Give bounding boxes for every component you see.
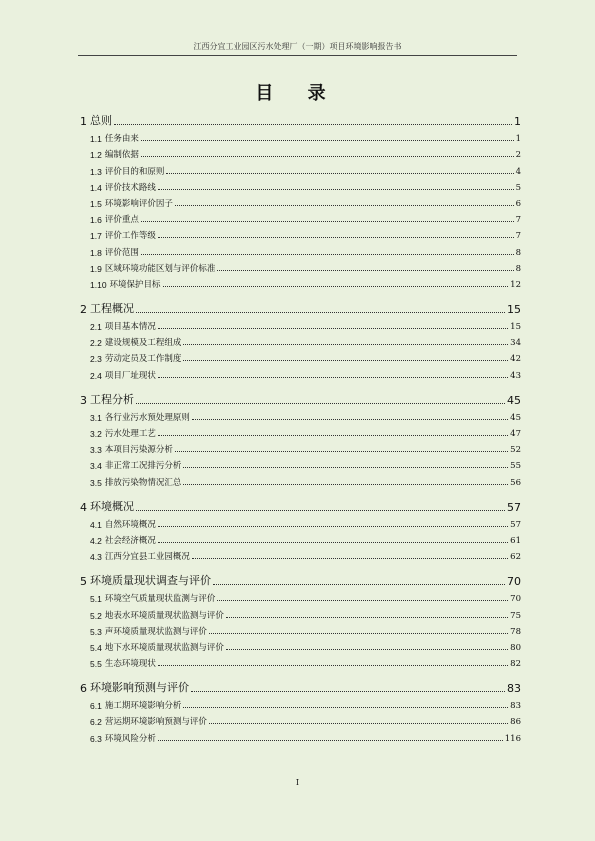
- toc-section-entry[interactable]: [80, 496, 521, 514]
- toc-entry-number: 1.9: [90, 263, 102, 274]
- toc-entry-number: 4.3: [90, 552, 102, 563]
- toc-entry-number: 1: [80, 115, 87, 128]
- toc-entry-number: 4.1: [90, 519, 102, 530]
- dot-leader: [175, 204, 514, 206]
- toc-entry-number: 5.1: [90, 594, 102, 605]
- dot-leader: [192, 418, 508, 420]
- toc-entry-number: 5: [80, 575, 87, 589]
- dot-leader: [192, 557, 508, 559]
- toc-subsection-entry[interactable]: [80, 637, 521, 653]
- toc-entry-page: 8: [515, 263, 521, 274]
- toc-entry-title: 江西分宜县工业园概况: [104, 552, 190, 563]
- toc-entry-page: 83: [510, 701, 521, 712]
- toc-subsection-entry[interactable]: [80, 455, 521, 471]
- toc-subsection-entry[interactable]: [80, 177, 521, 193]
- dot-leader: [136, 509, 505, 511]
- toc-subsection-entry[interactable]: [80, 241, 521, 257]
- toc-entry-page: 70: [510, 594, 521, 605]
- toc-entry-page: 43: [510, 370, 521, 381]
- dot-leader: [158, 739, 503, 741]
- dot-leader: [141, 139, 514, 141]
- toc-entry-number: 1.2: [90, 150, 102, 161]
- toc-entry-number: 3.5: [90, 477, 102, 488]
- toc-entry-number: 1.5: [90, 198, 102, 209]
- toc-subsection-entry[interactable]: [80, 128, 521, 144]
- toc-subsection-entry[interactable]: [80, 471, 521, 487]
- page-number: I: [295, 778, 300, 787]
- toc-entry-number: 2.3: [90, 354, 102, 365]
- toc-entry-number: 3.3: [90, 445, 102, 456]
- dot-leader: [136, 311, 505, 313]
- dot-leader: [209, 632, 508, 634]
- toc-entry-page: 86: [510, 717, 521, 728]
- toc-entry-number: 5.4: [90, 642, 102, 653]
- toc-entry-number: 4: [80, 500, 87, 514]
- toc-entry-page: 80: [510, 642, 521, 653]
- toc-entry-number: 2.2: [90, 338, 102, 349]
- toc-entry-page: 57: [510, 519, 521, 530]
- toc-entry-title: 评价重点: [104, 215, 139, 226]
- toc-subsection-entry[interactable]: [80, 604, 521, 620]
- table-of-contents: [80, 110, 521, 744]
- toc-entry-number: 1.1: [90, 134, 102, 145]
- toc-subsection-entry[interactable]: [80, 160, 521, 176]
- toc-entry-title: 地表水环境质量现状监测与评价: [104, 610, 224, 621]
- toc-entry-title: 评价技术路线: [104, 182, 156, 193]
- toc-entry-page: 7: [515, 215, 521, 226]
- dot-leader: [217, 599, 508, 601]
- toc-entry-title: 评价范围: [104, 247, 139, 258]
- dot-leader: [166, 172, 513, 174]
- toc-entry-title: 非正常工况排污分析: [104, 461, 182, 472]
- toc-subsection-entry[interactable]: [80, 274, 521, 290]
- toc-entry-title: 环境影响预测与评价: [90, 681, 189, 695]
- dot-leader: [175, 450, 508, 452]
- toc-entry-page: 8: [515, 247, 521, 258]
- toc-entry-number: 5.5: [90, 659, 102, 670]
- dot-leader: [136, 402, 505, 404]
- toc-entry-page: 34: [510, 338, 521, 349]
- dot-leader: [226, 616, 508, 618]
- toc-entry-number: 1.10: [90, 279, 107, 290]
- toc-subsection-entry[interactable]: [80, 588, 521, 604]
- toc-entry-title: 区域环境功能区划与评价标准: [104, 263, 216, 274]
- toc-entry-number: 1.7: [90, 231, 102, 242]
- toc-entry-number: 4.2: [90, 535, 102, 546]
- toc-entry-page: 5: [515, 182, 521, 193]
- toc-entry-title: 声环境质量现状监测与评价: [104, 626, 207, 637]
- toc-entry-page: 82: [510, 659, 521, 670]
- toc-entry-page: 45: [507, 393, 521, 407]
- toc-subsection-entry[interactable]: [80, 225, 521, 241]
- dot-leader: [141, 155, 514, 157]
- toc-entry-title: 任务由来: [104, 134, 139, 145]
- toc-subsection-entry[interactable]: [80, 711, 521, 727]
- toc-entry-title: 自然环境概况: [104, 519, 156, 530]
- toc-entry-title: 各行业污水预处理原则: [104, 412, 190, 423]
- toc-entry-page: 57: [507, 500, 521, 514]
- toc-entry-number: 6.2: [90, 717, 102, 728]
- dot-leader: [158, 664, 508, 666]
- dot-leader: [141, 220, 514, 222]
- toc-section-entry[interactable]: [80, 570, 521, 588]
- toc-section-entry[interactable]: [80, 677, 521, 695]
- toc-subsection-entry[interactable]: [80, 144, 521, 160]
- toc-entry-title: 排放污染物情况汇总: [104, 477, 182, 488]
- toc-entry-title: 项目基本情况: [104, 322, 156, 333]
- toc-subsection-entry[interactable]: [80, 653, 521, 669]
- dot-leader: [158, 327, 508, 329]
- dot-leader: [183, 343, 508, 345]
- toc-entry-number: 3.1: [90, 412, 102, 423]
- toc-section-entry[interactable]: [80, 389, 521, 407]
- toc-entry-page: 83: [507, 682, 521, 696]
- toc-subsection-entry[interactable]: [80, 439, 521, 455]
- toc-entry-title: 环境质量现状调查与评价: [90, 574, 211, 588]
- toc-entry-page: 75: [510, 610, 521, 621]
- toc-entry-title: 本项目污染源分析: [104, 445, 173, 456]
- dot-leader: [191, 690, 505, 692]
- dot-leader: [213, 583, 505, 585]
- toc-section-entry[interactable]: [80, 110, 521, 128]
- toc-section-entry[interactable]: [80, 298, 521, 316]
- toc-entry-number: 1.4: [90, 182, 102, 193]
- toc-entry-page: 12: [510, 279, 521, 290]
- toc-entry-title: 环境空气质量现状监测与评价: [104, 594, 216, 605]
- toc-entry-title: 评价工作等级: [104, 231, 156, 242]
- toc-subsection-entry[interactable]: [80, 332, 521, 348]
- dot-leader: [226, 648, 508, 650]
- toc-entry-page: 2: [515, 150, 521, 161]
- toc-entry-page: 70: [507, 575, 521, 589]
- toc-entry-page: 15: [507, 302, 521, 316]
- dot-leader: [183, 706, 508, 708]
- dot-leader: [158, 434, 508, 436]
- dot-leader: [183, 359, 508, 361]
- dot-leader: [163, 285, 509, 287]
- toc-entry-title: 地下水环境质量现状监测与评价: [104, 642, 224, 653]
- toc-entry-page: 6: [515, 198, 521, 209]
- toc-entry-page: 52: [510, 445, 521, 456]
- toc-entry-title: 建设规模及工程组成: [104, 338, 182, 349]
- toc-entry-page: 1: [515, 134, 521, 145]
- toc-entry-title: 项目厂址现状: [104, 370, 156, 381]
- dot-leader: [158, 525, 508, 527]
- toc-entry-title: 劳动定员及工作制度: [104, 354, 182, 365]
- toc-entry-title: 环境影响评价因子: [104, 198, 173, 209]
- dot-leader: [141, 253, 514, 255]
- toc-entry-title: 评价目的和原则: [104, 166, 165, 177]
- toc-entry-number: 1.3: [90, 166, 102, 177]
- header-rule: [78, 55, 517, 56]
- toc-entry-number: 3.2: [90, 429, 102, 439]
- toc-entry-number: 6.3: [90, 733, 102, 744]
- toc-subsection-entry[interactable]: [80, 423, 521, 439]
- toc-entry-title: 社会经济概况: [104, 535, 156, 546]
- toc-entry-page: 7: [515, 231, 521, 242]
- toc-entry-page: 15: [510, 322, 521, 333]
- toc-entry-title: 环境保护目标: [109, 279, 161, 290]
- dot-leader: [158, 236, 514, 238]
- toc-subsection-entry[interactable]: [80, 316, 521, 332]
- toc-entry-title: 工程概况: [90, 301, 134, 315]
- toc-subsection-entry[interactable]: [80, 348, 521, 364]
- dot-leader: [183, 466, 508, 468]
- toc-entry-title: 环境概况: [90, 499, 134, 513]
- toc-entry-title: 工程分析: [90, 392, 134, 406]
- dot-leader: [114, 123, 512, 125]
- toc-subsection-entry[interactable]: [80, 530, 521, 546]
- toc-subsection-entry[interactable]: [80, 727, 521, 743]
- toc-entry-page: 116: [504, 733, 521, 744]
- toc-entry-page: 62: [510, 552, 521, 563]
- toc-subsection-entry[interactable]: [80, 546, 521, 562]
- toc-entry-page: 4: [515, 166, 521, 177]
- toc-entry-title: 环境风险分析: [104, 733, 156, 744]
- toc-entry-title: 营运期环境影响预测与评价: [104, 717, 207, 728]
- toc-entry-page: 55: [510, 461, 521, 472]
- toc-entry-page: 1: [514, 115, 521, 128]
- toc-entry-number: 2.4: [90, 370, 102, 381]
- toc-entry-number: 1.8: [90, 247, 102, 258]
- toc-entry-number: 1.6: [90, 215, 102, 226]
- toc-subsection-entry[interactable]: [80, 193, 521, 209]
- toc-entry-number: 5.3: [90, 626, 102, 637]
- toc-entry-title: 施工期环境影响分析: [104, 701, 182, 712]
- toc-entry-title: 编制依据: [104, 150, 139, 161]
- toc-entry-page: 61: [510, 535, 521, 546]
- toc-entry-page: 42: [510, 354, 521, 365]
- toc-entry-title: 生态环境现状: [104, 659, 156, 670]
- dot-leader: [217, 269, 513, 271]
- toc-title: 目 录: [255, 83, 340, 104]
- toc-entry-page: 78: [510, 626, 521, 637]
- toc-entry-title: 污水处理工艺: [104, 429, 156, 439]
- toc-entry-page: 47: [510, 429, 521, 439]
- toc-entry-number: 6.1: [90, 701, 102, 712]
- dot-leader: [158, 188, 514, 190]
- toc-subsection-entry[interactable]: [80, 514, 521, 530]
- dot-leader: [183, 483, 508, 485]
- dot-leader: [158, 376, 508, 378]
- toc-subsection-entry[interactable]: [80, 695, 521, 711]
- toc-subsection-entry[interactable]: [80, 621, 521, 637]
- toc-entry-number: 3: [80, 393, 87, 407]
- toc-entry-title: 总则: [90, 114, 112, 127]
- toc-entry-number: 2.1: [90, 322, 102, 333]
- toc-entry-number: 2: [80, 302, 87, 316]
- toc-entry-page: 45: [510, 412, 521, 423]
- toc-entry-number: 3.4: [90, 461, 102, 472]
- toc-entry-page: 56: [510, 477, 521, 488]
- toc-subsection-entry[interactable]: [80, 364, 521, 380]
- toc-subsection-entry[interactable]: [80, 407, 521, 423]
- toc-subsection-entry[interactable]: [80, 258, 521, 274]
- toc-entry-number: 6: [80, 682, 87, 696]
- dot-leader: [158, 541, 508, 543]
- dot-leader: [209, 722, 508, 724]
- toc-entry-number: 5.2: [90, 610, 102, 621]
- toc-subsection-entry[interactable]: [80, 209, 521, 225]
- running-header: 江西分宜工业园区污水处理厂（一期）项目环境影响报告书: [193, 42, 402, 51]
